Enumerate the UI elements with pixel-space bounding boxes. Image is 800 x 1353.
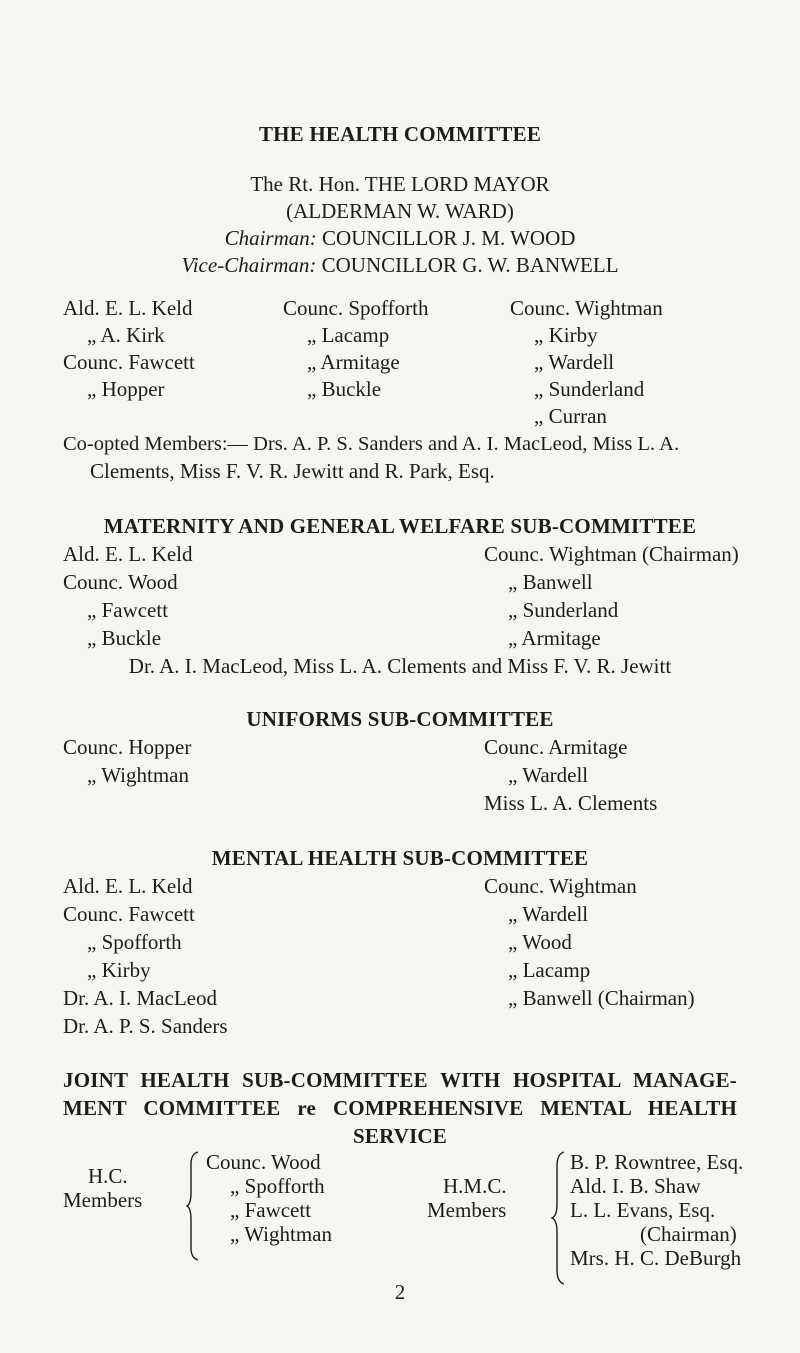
member: Counc. Wightman — [484, 874, 637, 898]
member: „ Wardell — [508, 902, 589, 926]
member: „ Lacamp — [307, 323, 390, 347]
member: „ Wood — [508, 930, 572, 954]
member: „ Kirby — [87, 958, 151, 982]
member: B. P. Rowntree, Esq. — [570, 1150, 744, 1174]
coopted-members-line2: Clements, Miss F. V. R. Jewitt and R. Park, Esq. — [90, 459, 495, 483]
member: „ Wardell — [508, 763, 589, 787]
member: L. L. Evans, Esq. — [570, 1198, 716, 1222]
member: „ Banwell — [508, 570, 593, 594]
alderman-line: (ALDERMAN W. WARD) — [286, 199, 514, 223]
left-brace-icon — [551, 1150, 567, 1286]
member: „ Armitage — [307, 350, 400, 374]
member: Ald. E. L. Keld — [63, 542, 193, 566]
health-committee-title: THE HEALTH COMMITTEE — [258, 122, 542, 146]
hmc-label-members: Members — [427, 1198, 507, 1222]
member: „ Hopper — [87, 377, 165, 401]
member: „ A. Kirk — [87, 323, 165, 347]
member: „ Buckle — [307, 377, 382, 401]
member: „ Armitage — [508, 626, 601, 650]
coopted-members-line1: Co-opted Members:— Drs. A. P. S. Sanders and A. I. MacLeod, Miss L. A. — [63, 433, 680, 455]
member: Ald. I. B. Shaw — [570, 1174, 701, 1198]
maternity-footer: Dr. A. I. MacLeod, Miss L. A. Clements and Miss F. V. R. Jewitt — [128, 654, 672, 678]
maternity-title: MATERNITY AND GENERAL WELFARE SUB-COMMITTEE — [103, 514, 697, 538]
member: Counc. Fawcett — [63, 350, 195, 374]
page-number: 2 — [394, 1280, 406, 1304]
left-brace-icon — [186, 1150, 202, 1262]
hc-label-members: Members — [63, 1188, 143, 1212]
member: Counc. Wightman — [510, 296, 663, 320]
chairman-line — [0, 226, 800, 250]
member: Ald. E. L. Keld — [63, 874, 193, 898]
member: „ Curran — [534, 404, 607, 428]
chairman-name: COUNCILLOR J. M. WOOD — [322, 226, 576, 250]
member: Counc. Wightman (Chairman) — [484, 542, 739, 566]
member: Mrs. H. C. DeBurgh — [570, 1246, 742, 1270]
member: (Chairman) — [640, 1222, 737, 1246]
member: Counc. Spofforth — [283, 296, 429, 320]
hmc-label: H.M.C. — [443, 1174, 507, 1198]
joint-title-line3: SERVICE — [352, 1124, 448, 1148]
joint-title-line1: JOINT HEALTH SUB-COMMITTEE WITH HOSPITAL MANAGE- — [63, 1068, 737, 1092]
member: „ Wightman — [87, 763, 189, 787]
member: „ Kirby — [534, 323, 598, 347]
vice-chairman-line — [0, 253, 800, 277]
lord-mayor-line: The Rt. Hon. THE LORD MAYOR — [250, 172, 550, 196]
member: „ Sunderland — [534, 377, 645, 401]
member: Counc. Fawcett — [63, 902, 195, 926]
member: „ Wardell — [534, 350, 615, 374]
member: Counc. Wood — [206, 1150, 321, 1174]
member: Dr. A. I. MacLeod — [63, 986, 217, 1010]
member: „ Wightman — [230, 1222, 332, 1246]
member: „ Sunderland — [508, 598, 619, 622]
member: Ald. E. L. Keld — [63, 296, 193, 320]
member: „ Spofforth — [87, 930, 182, 954]
vice-chairman-name: COUNCILLOR G. W. BANWELL — [321, 253, 619, 277]
uniforms-title: UNIFORMS SUB-COMMITTEE — [246, 707, 554, 731]
joint-title-line2: MENT COMMITTEE re COMPREHENSIVE MENTAL HEALTH — [63, 1096, 737, 1120]
member: „ Spofforth — [230, 1174, 325, 1198]
hc-label: H.C. — [88, 1164, 128, 1188]
member: „ Fawcett — [230, 1198, 312, 1222]
mental-health-title: MENTAL HEALTH SUB-COMMITTEE — [211, 846, 589, 870]
member: Miss L. A. Clements — [484, 791, 658, 815]
member: Counc. Armitage — [484, 735, 628, 759]
vice-chairman-label: Vice-Chairman: — [181, 253, 317, 277]
member: „ Lacamp — [508, 958, 591, 982]
member: „ Fawcett — [87, 598, 169, 622]
member: Counc. Hopper — [63, 735, 192, 759]
member: „ Banwell (Chairman) — [508, 986, 695, 1010]
member: Counc. Wood — [63, 570, 178, 594]
chairman-label: Chairman: — [224, 226, 317, 250]
member: „ Buckle — [87, 626, 162, 650]
member: Dr. A. P. S. Sanders — [63, 1014, 228, 1038]
